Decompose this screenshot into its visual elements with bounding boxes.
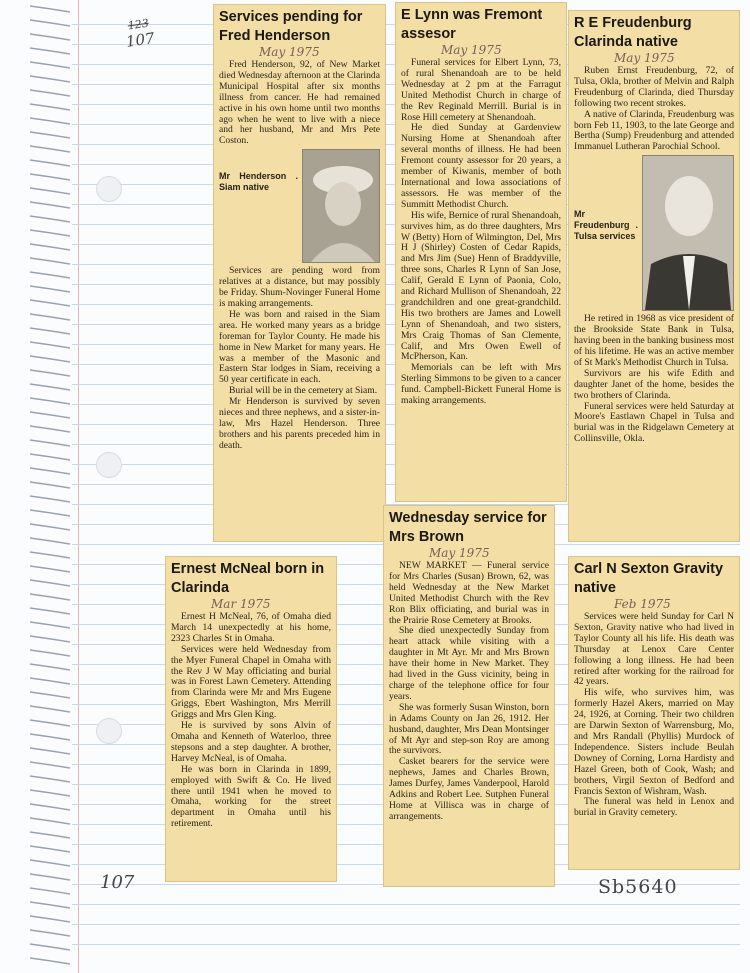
paragraph: A native of Clarinda, Freudenburg was born Feb 11, 1903, to the late George and Bertha (Sump) Freudenburg and attended Immanuel Lutheran Parochial School. <box>574 108 734 153</box>
headline: Ernest McNeal born in Clarinda <box>171 561 325 596</box>
handwritten-date: May 1975 <box>441 43 502 57</box>
binding-loop <box>30 706 70 712</box>
paragraph: NEW MARKET — Funeral service for Mrs Charles (Susan) Brown, 62, was held Wednesday at the New Market United Methodist Church with the Rev Ron Blix officiating, and burial was in the Prairie Rose Cemetery at Brooks. <box>389 560 549 626</box>
binding-loop <box>30 496 70 502</box>
page-number-bottom: 107 <box>100 872 135 893</box>
binding-loop <box>30 202 70 208</box>
binding-loop <box>30 174 70 180</box>
margin-line <box>78 0 79 973</box>
clipping-sexton <box>568 556 740 870</box>
headline: R E Freudenburg Clarinda native <box>574 15 692 50</box>
binding-loop <box>30 230 70 236</box>
article-body <box>389 561 549 823</box>
binding-loop <box>30 258 70 264</box>
ruled-line <box>72 904 740 905</box>
binding-loop <box>30 188 70 194</box>
binding-loop <box>30 76 70 82</box>
clipping-henderson <box>213 4 386 542</box>
handwritten-date: May 1975 <box>614 51 675 65</box>
binding-loop <box>30 720 70 726</box>
binding-loop <box>30 356 70 362</box>
handwritten-date: May 1975 <box>259 45 320 59</box>
binding-loop <box>30 20 70 26</box>
article-body <box>219 60 380 452</box>
binding-loop <box>30 664 70 670</box>
binding-loop <box>30 958 70 964</box>
binding-loop <box>30 48 70 54</box>
binding-loop <box>30 832 70 838</box>
catalog-id: Sb5640 <box>598 876 678 898</box>
photo-caption: Mr Henderson . Siam native <box>219 171 298 193</box>
handwritten-date: May 1975 <box>429 546 490 560</box>
headline: Wednesday service for Mrs Brown <box>389 510 547 545</box>
binding-loop <box>30 902 70 908</box>
portrait-photo <box>302 149 380 263</box>
paragraph: He is survived by sons Alvin of Omaha and Kenneth of Waterloo, three stepsons and a step daughter. A brother, Harvey McNeal, is of Omaha. <box>171 720 331 764</box>
ruled-line <box>72 944 740 945</box>
binding-loop <box>30 286 70 292</box>
binding-loop <box>30 510 70 516</box>
binding-loop <box>30 62 70 68</box>
binding-loop <box>30 650 70 656</box>
clipping-brown <box>383 505 555 887</box>
binding-loop <box>30 412 70 418</box>
portrait-photo <box>642 155 734 311</box>
binding-loop <box>30 216 70 222</box>
binding-loop <box>30 384 70 390</box>
binding-loop <box>30 580 70 586</box>
photo-caption: Mr Freudenburg . Tulsa services <box>574 209 638 242</box>
binding-loop <box>30 342 70 348</box>
paragraph: Services were held Sunday for Carl N Sexton, Gravity native who had lived in Taylor County all his life. His death was Thursday at Lenox Care Center following a long illness. He had been retired after working for the railroad for 42 years. <box>574 611 734 688</box>
binding-loop <box>30 776 70 782</box>
binding-loop <box>30 272 70 278</box>
headline: Services pending for Fred Henderson <box>219 9 363 44</box>
binding-loop <box>30 930 70 936</box>
paragraph: Ruben Ernst Freudenburg, 72, of Tulsa, Okla, brother of Melvin and Ralph Freudenburg of Clarinda, died Thursday following two recent strokes. <box>574 65 734 109</box>
handwritten-date: Mar 1975 <box>211 597 271 611</box>
clipping-freudenburg <box>568 10 740 542</box>
paragraph: The funeral was held in Lenox and burial in Gravity cemetery. <box>574 796 734 819</box>
paragraph: Burial will be in the cemetery at Siam. <box>229 385 378 397</box>
binding-loop <box>30 370 70 376</box>
article-body <box>574 66 734 445</box>
paragraph: She died unexpectedly Sunday from heart attack while visiting with a daughter in Mt Ayr. Mr and Mrs Brown have their home in New Market. They had lived in the Guss vicinity, being in charge of the telephone office for four years. <box>389 625 549 702</box>
paragraph: His wife, Bernice of rural Shenandoah, survives him, as do three daughters, Mrs W (Betty) Horn of Wilmington, Del, Mrs H J (Shirley) Costen of Cedar Rapids, and Mrs Jim (Sue) Henn of Braddyville, three sons, Charles R Lynn of San Jose, Calif, Gerald E Lynn of Paonia, Colo, and Richard Mullison of Shenandoah, 22 grandchildren and one great-grandchild. His two brothers are James and Lowell Lynn of Shenandoah, and two sisters, Mrs Craig Thomas of San Clemente, Calif, and Mrs Owen Ewell of McPherson, Kan. <box>401 209 561 363</box>
portrait-figure <box>643 156 733 310</box>
binding-loop <box>30 566 70 572</box>
paragraph: Mr Henderson is survived by seven nieces and three nephews, and a sister-in-law, Mrs Hazel Henderson. Three brothers and his parents preceded him in death. <box>219 396 380 451</box>
binding-loop <box>30 468 70 474</box>
binding-loop <box>30 860 70 866</box>
binding-loop <box>30 846 70 852</box>
handwritten-date: Feb 1975 <box>614 597 671 611</box>
paragraph: Services are pending word from relatives at a distance, but may possibly be Friday. Shum-Novinger Funeral Home is making arrangements. <box>219 265 380 309</box>
binding-loop <box>30 118 70 124</box>
binding-loop <box>30 916 70 922</box>
binding-loop <box>30 552 70 558</box>
binding-loop <box>30 538 70 544</box>
portrait-figure <box>303 150 379 262</box>
headline: Carl N Sexton Gravity native <box>574 561 724 596</box>
binding-loop <box>30 748 70 754</box>
paragraph: Funeral services were held Saturday at Moore's Eastlawn Chapel in Tulsa and burial was in the Ridgelawn Cemetery at Collinsville, Okla. <box>574 400 734 445</box>
paragraph: Funeral services for Elbert Lynn, 73, of rural Shenandoah are to be held Wednesday at 2 pm at the Farragut United Methodist Church in charge of the Rev Reginald Merrill. Burial is in Rose Hill cemetery at Shenandoah. <box>401 57 561 123</box>
binding-loop <box>30 608 70 614</box>
paragraph: Services were held Wednesday from the Myer Funeral Chapel in Omaha with the Rev J W May officiating and burial was in Forest Lawn Cemetery. Attending from Clarinda were Mr and Mrs Eugene Griggs, Ebert Washington, Mrs Merrill Griggs and Mrs Glen King. <box>171 643 331 721</box>
binding-loop <box>30 244 70 250</box>
paragraph: Memorials can be left with Mrs Sterling Simmons to be given to a cancer fund. Campbell-Bickett Funeral Home is making arrangements. <box>401 362 561 407</box>
paragraph: Survivors are his wife Edith and daughter Janet of the home, besides the two brothers of Clarinda. <box>574 367 734 401</box>
paragraph: Fred Henderson, 92, of New Market died Wednesday afternoon at the Clarinda Municipal Hospital after six months illness from cancer. He had remained active in his own home until two months ago when he went to live with a niece and her husband, Mr and Mrs Pete Coston. <box>219 59 380 147</box>
binding-loop <box>30 594 70 600</box>
article-body <box>401 58 561 407</box>
binding-loop <box>30 622 70 628</box>
binding-loop <box>30 692 70 698</box>
ruled-line <box>72 924 740 925</box>
article-body <box>574 612 734 819</box>
binding-loop <box>30 6 70 12</box>
binding-loop <box>30 678 70 684</box>
binding-loop <box>30 314 70 320</box>
clipping-mcneal <box>165 556 337 882</box>
binding-loop <box>30 804 70 810</box>
binding-loop <box>30 888 70 894</box>
binding-loop <box>30 426 70 432</box>
paragraph: Ernest H McNeal, 76, of Omaha died March 14 unexpectedly at his home, 2323 Charles St in Omaha. <box>171 611 331 644</box>
binding-loop <box>30 440 70 446</box>
binding-loop <box>30 874 70 880</box>
binding-loop <box>30 398 70 404</box>
binding-loop <box>30 734 70 740</box>
binding-loop <box>30 454 70 460</box>
paragraph: He was born in Clarinda in 1899, employed with Swift & Co. He lived there until 1941 when he moved to Omaha, working for the street department in Omaha until his retirement. <box>171 763 331 830</box>
article-body <box>171 612 331 830</box>
binding-loop <box>30 300 70 306</box>
binding-loop <box>30 762 70 768</box>
paragraph: Casket bearers for the service were nephews, James and Charles Brown, James Durfey, James Vanderpool, Harold Adkins and Robert Lee. Sutphen Funeral Home at Villisca was in charge of arrangements. <box>389 756 549 822</box>
binding-loop <box>30 328 70 334</box>
binding-loop <box>30 160 70 166</box>
spiral-binding-edge <box>0 0 70 973</box>
clipping-lynn <box>395 2 567 502</box>
paragraph: She was formerly Susan Winston, born in Adams County on Jan 26, 1912. Her husband, daughter, Mrs Dean Montsinger of Mt Ayr and step-son Roy are among the survivors. <box>389 701 549 757</box>
paragraph: His wife, who survives him, was formerly Hazel Akers, married on May 24, 1926, at Corning. Their two children are Darwin Sexton of Warrensburg, Mo, and Mrs Randall (Phyllis) Murdock of Independence. Sisters include Beulah Downey of Corning, Lorna Hardisty and Hazel Green, both of Cook, Wash; and brothers, Virgil Sexton of Bedford and Francis Sexton of Wishram, Wash. <box>574 687 734 797</box>
binding-loop <box>30 524 70 530</box>
page-number-top: 123 107 <box>124 16 156 51</box>
binding-loop <box>30 132 70 138</box>
binding-loop <box>30 790 70 796</box>
headline: E Lynn was Fremont assesor <box>401 7 543 42</box>
paragraph: He died Sunday at Gardenview Nursing Home at Shenandoah after several months of illness. He had been Fremont county assessor for 20 years, a member of Kiwanis, member of both International and Iowa associations of assessors. He was member of the Summitt Methodist Church. <box>401 122 561 210</box>
paragraph: He was born and raised in the Siam area. He worked many years as a bridge foreman for Taylor County. He made his home in New Market for many years. He was a member of the Masonic and Eastern Star lodges in Siam, receiving a 50 year certificate in each. <box>219 308 380 386</box>
binding-loop <box>30 818 70 824</box>
binding-loop <box>30 636 70 642</box>
binding-loop <box>30 944 70 950</box>
paragraph: He retired in 1968 as vice president of the Brookside State Bank in Tulsa, having been in the banking business most of his lifetime. He was an active member of St Mark's Methodist Church in Tulsa. <box>574 313 734 368</box>
binding-loop <box>30 34 70 40</box>
binding-loop <box>30 146 70 152</box>
binding-loop <box>30 90 70 96</box>
binding-loop <box>30 104 70 110</box>
binding-loop <box>30 482 70 488</box>
